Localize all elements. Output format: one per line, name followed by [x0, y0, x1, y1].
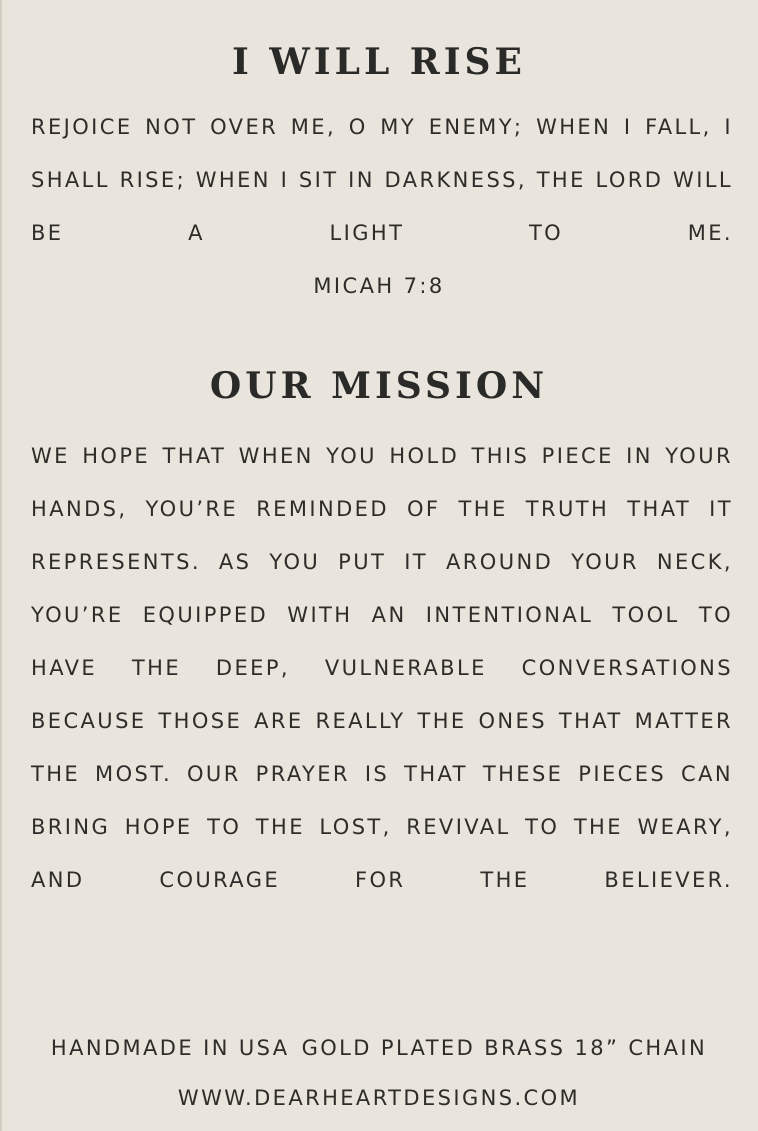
verse-block: [31, 101, 733, 260]
verse-reference: MICAH 7:8: [313, 274, 445, 298]
title-our-mission: OUR MISSION: [209, 365, 549, 407]
verse-text: REJOICE NOT OVER ME, O MY ENEMY; WHEN I FALL, I SHALL RISE; WHEN I SIT IN DARKNESS, THE LORD WILL BE A LIGHT TO ME.: [31, 115, 733, 245]
origin-text: HANDMADE IN USA: [50, 1036, 290, 1060]
product-details: [0, 1026, 758, 1070]
mission-text: WE HOPE THAT WHEN YOU HOLD THIS PIECE IN YOUR HANDS, YOU’RE REMINDED OF THE TRUTH THAT IT REPRESENTS. AS YOU PUT IT AROUND YOUR NECK, YOU’RE EQUIPPED WITH AN INTENTIONAL TOOL TO HAVE THE DEEP, VULNERABLE CONVERSATIONS BECAUSE THOSE ARE REALLY THE ONES THAT MATTER THE MOST. OUR PRAYER IS THAT THESE PIECES CAN BRING HOPE TO THE LOST, REVIVAL TO THE WEARY, AND COURAGE FOR THE BELIEVER.: [31, 444, 733, 892]
title-i-will-rise: I WILL RISE: [232, 41, 526, 83]
left-edge-divider: [0, 0, 2, 1131]
material-text: GOLD PLATED BRASS 18” CHAIN: [301, 1036, 708, 1060]
website-link[interactable]: WWW.DEARHEARTDESIGNS.COM: [177, 1086, 581, 1110]
mission-block: [31, 430, 733, 907]
